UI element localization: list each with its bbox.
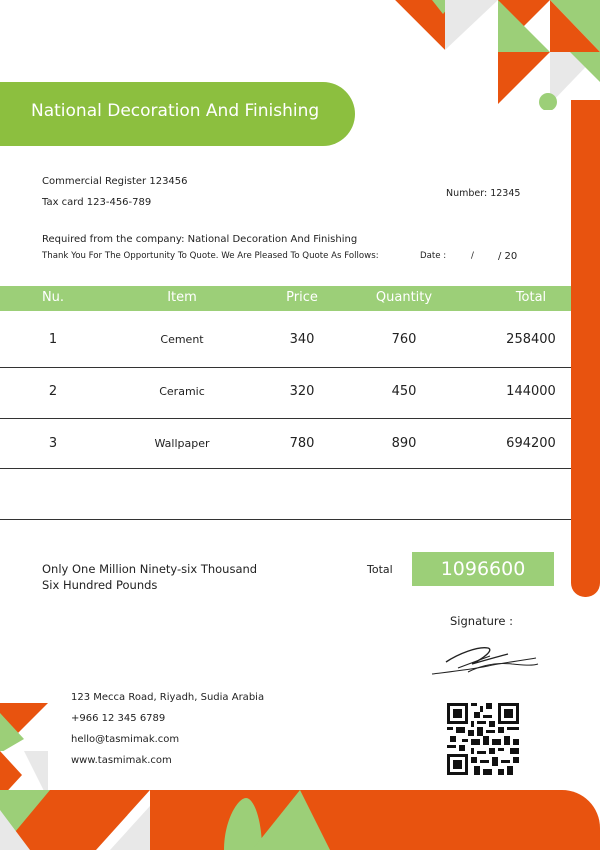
- tax-card: Tax card 123-456-789: [42, 197, 152, 208]
- header-quantity: Quantity: [375, 290, 433, 305]
- total-label: Total: [367, 563, 393, 576]
- amount-words-line-1: Only One Million Ninety-six Thousand: [42, 562, 258, 576]
- row-2-price: 320: [289, 384, 315, 399]
- amount-words-line-2: Six Hundred Pounds: [42, 578, 158, 592]
- row-2-total: 144000: [506, 384, 556, 399]
- row-divider: [0, 418, 571, 419]
- contact-website[interactable]: www.tasmimak.com: [71, 755, 172, 766]
- signature-scribble: [428, 642, 540, 678]
- row-2-nu: 2: [48, 384, 58, 399]
- row-1-price: 340: [289, 332, 315, 347]
- contact-address: 123 Mecca Road, Riyadh, Sudia Arabia: [71, 692, 265, 703]
- row-3-total: 694200: [506, 436, 556, 451]
- row-3-quantity: 890: [391, 436, 417, 451]
- grand-total: 1096600: [412, 552, 554, 586]
- thank-you-note: Thank You For The Opportunity To Quote. We Are Pleased To Quote As Follows:: [42, 251, 379, 261]
- bottom-left-decoration: [0, 703, 50, 803]
- amount-in-words: [42, 561, 257, 593]
- date-label: Date :: [420, 251, 447, 261]
- right-orange-bar: [571, 100, 600, 597]
- quote-number: Number: 12345: [446, 188, 521, 199]
- footer-decoration: [0, 790, 330, 850]
- contact-email[interactable]: hello@tasmimak.com: [71, 734, 180, 745]
- row-2-quantity: 450: [391, 384, 417, 399]
- row-3-item: Wallpaper: [154, 437, 210, 450]
- row-divider: [0, 519, 571, 520]
- row-1-nu: 1: [48, 332, 58, 347]
- header-item: Item: [167, 290, 197, 305]
- row-1-total: 258400: [506, 332, 556, 347]
- row-3-nu: 3: [48, 436, 58, 451]
- qr-code-icon: [447, 703, 519, 775]
- signature-label: Signature :: [450, 614, 514, 628]
- top-right-decoration: [395, 0, 600, 110]
- row-1-quantity: 760: [391, 332, 417, 347]
- required-from: Required from the company: National Decoration And Finishing: [42, 234, 358, 245]
- row-1-item: Cement: [160, 333, 204, 346]
- commercial-register: Commercial Register 123456: [42, 176, 188, 187]
- contact-phone[interactable]: +966 12 345 6789: [71, 713, 166, 724]
- date-year: / 20: [498, 251, 518, 262]
- row-divider: [0, 468, 571, 469]
- header-total: Total: [515, 290, 547, 305]
- date-separator: /: [471, 251, 474, 261]
- row-3-price: 780: [289, 436, 315, 451]
- row-divider: [0, 367, 571, 368]
- header-nu: Nu.: [41, 290, 65, 305]
- header-price: Price: [286, 290, 318, 305]
- row-2-item: Ceramic: [159, 385, 205, 398]
- company-title: National Decoration And Finishing: [31, 101, 320, 121]
